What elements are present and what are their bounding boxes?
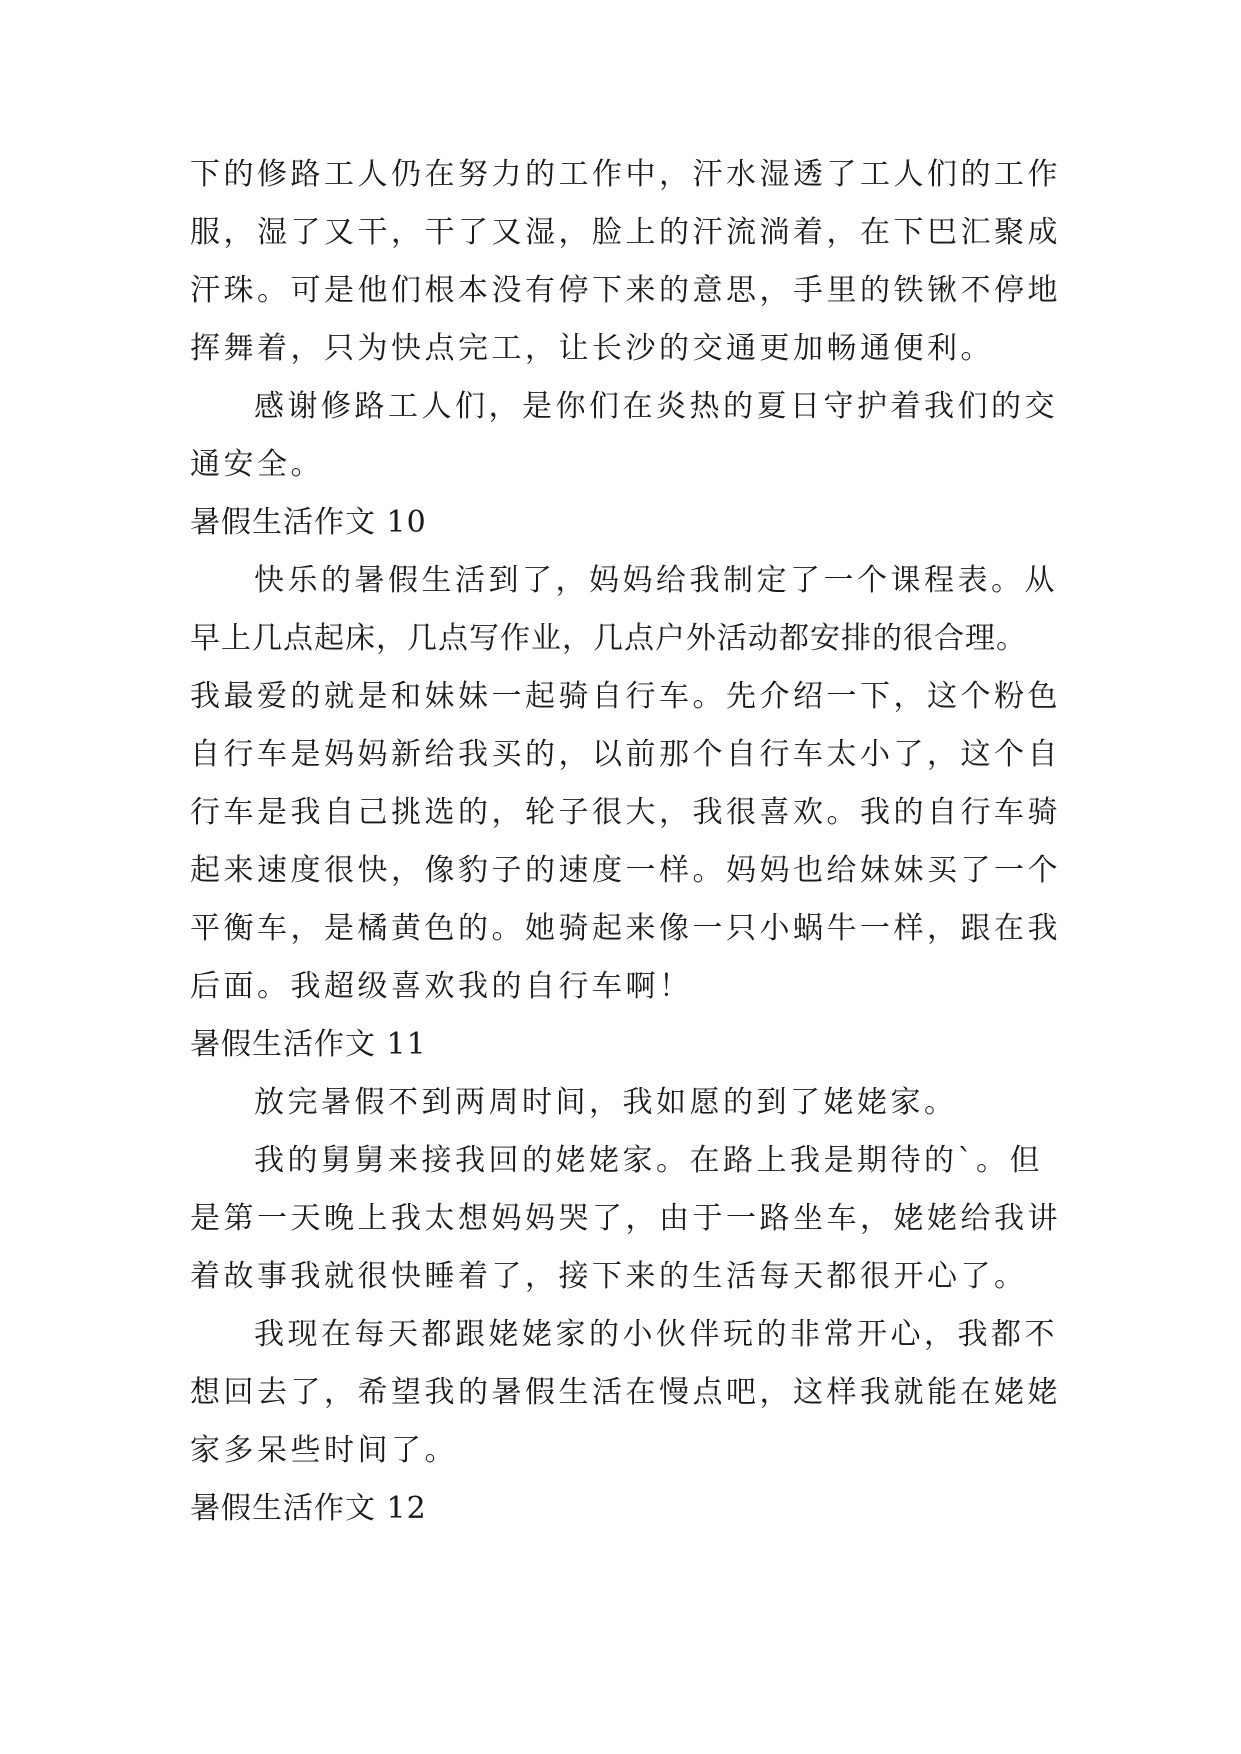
- paragraph-line: 我的舅舅来接我回的姥姥家。在路上我是期待的`。但: [254, 1143, 1043, 1178]
- paragraph-line: 自行车是妈妈新给我买的，以前那个自行车太小了，这个自: [190, 737, 1061, 772]
- paragraph-line: 快乐的暑假生活到了，妈妈给我制定了一个课程表。从: [254, 563, 1058, 598]
- paragraph-line: 服，湿了又干，干了又湿，脸上的汗流淌着，在下巴汇聚成: [190, 215, 1061, 250]
- paragraph-line: 汗珠。可是他们根本没有停下来的意思，手里的铁锹不停地: [190, 273, 1061, 308]
- paragraph-line: 起来速度很快，像豹子的速度一样。妈妈也给妹妹买了一个: [190, 853, 1061, 888]
- section-heading: 暑假生活作文 10: [190, 505, 427, 540]
- paragraph-line: 挥舞着，只为快点完工，让长沙的交通更加畅通便利。: [190, 331, 994, 366]
- section-heading: 暑假生活作文 12: [190, 1491, 427, 1526]
- paragraph-line: 想回去了，希望我的暑假生活在慢点吧，这样我就能在姥姥: [190, 1375, 1061, 1410]
- paragraph-line: 着故事我就很快睡着了，接下来的生活每天都很开心了。: [190, 1259, 1028, 1294]
- paragraph-line: 早上几点起床，几点写作业，几点户外活动都安排的很合理。: [190, 621, 1027, 656]
- paragraph-line: 我最爱的就是和妹妹一起骑自行车。先介绍一下，这个粉色: [190, 679, 1061, 714]
- paragraph-line: 是第一天晚上我太想妈妈哭了，由于一路坐车，姥姥给我讲: [190, 1201, 1061, 1236]
- paragraph-line: 感谢修路工人们，是你们在炎热的夏日守护着我们的交: [254, 389, 1058, 424]
- paragraph-line: 家多呆些时间了。: [190, 1433, 458, 1468]
- paragraph-line: 后面。我超级喜欢我的自行车啊！: [190, 969, 693, 1004]
- section-heading: 暑假生活作文 11: [190, 1027, 427, 1062]
- paragraph-line: 放完暑假不到两周时间，我如愿的到了姥姥家。: [254, 1085, 958, 1120]
- paragraph-line: 下的修路工人仍在努力的工作中，汗水湿透了工人们的工作: [190, 157, 1061, 192]
- paragraph-line: 行车是我自己挑选的，轮子很大，我很喜欢。我的自行车骑: [190, 795, 1061, 830]
- paragraph-line: 我现在每天都跟姥姥家的小伙伴玩的非常开心，我都不: [254, 1317, 1058, 1352]
- paragraph-line: 通安全。: [190, 447, 324, 482]
- paragraph-line: 平衡车，是橘黄色的。她骑起来像一只小蜗牛一样，跟在我: [190, 911, 1061, 946]
